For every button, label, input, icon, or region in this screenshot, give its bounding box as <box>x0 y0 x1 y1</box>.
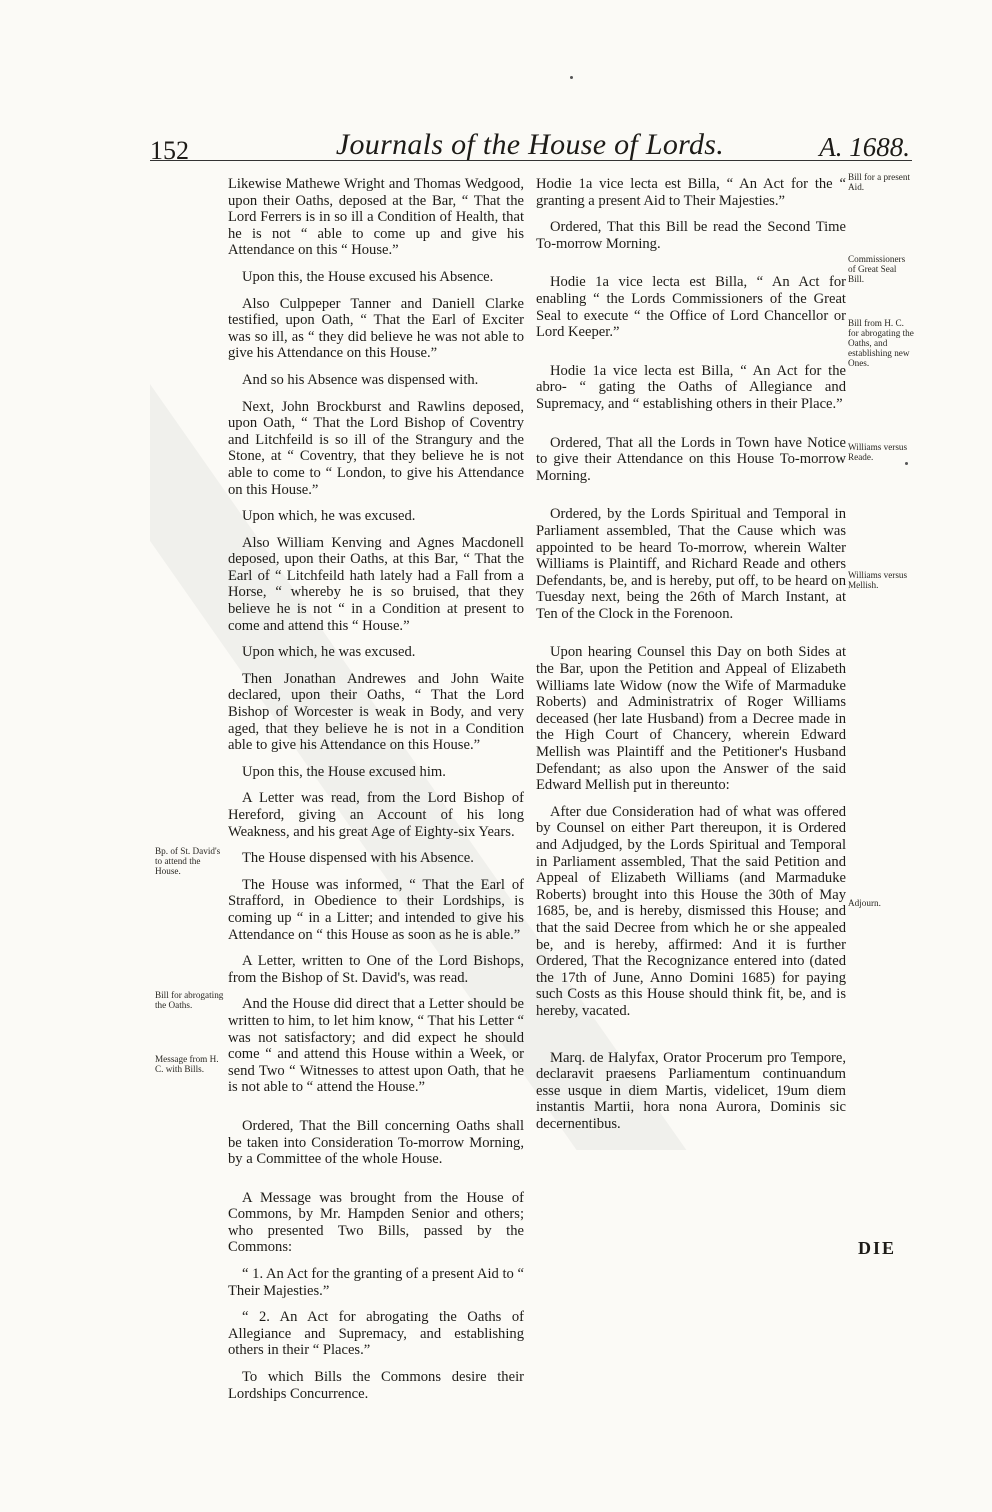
entry-lords-notice: Ordered, That all the Lords in Town have Notice to give their Attendance on this House To-morrow Morning. <box>536 434 846 484</box>
entry-ferrers: Likewise Mathewe Wright and Thomas Wedgood, upon their Oaths, deposed at the Bar, “ That the Lord Ferrers is in so ill a Condition of Health, that he is not “ able to come up and give his Attendance on this “ House.” <box>228 176 524 259</box>
margin-note-st-davids: Bp. of St. David's to attend the House. <box>155 846 221 876</box>
margin-note-great-seal: Commissioners of Great Seal Bill. <box>848 254 906 284</box>
margin-note-oaths-bill: Bill for abrogating the Oaths. <box>155 990 224 1010</box>
entry-st-davids-letter: A Letter, written to One of the Lord Bishops, from the Bishop of St. David's, was read. <box>228 953 524 986</box>
entry-hereford-letter: A Letter was read, from the Lord Bishop of Hereford, giving an Account of his long Weakness, and his great Age of Eighty-six Years. <box>228 790 524 840</box>
entry-oaths-bill-read: Hodie 1a vice lecta est Billa, “ An Act for the abro- “ gating the Oaths of Allegiance and Supremacy, and “ establishing others in their Place.” <box>536 362 846 412</box>
entry-excused-ferrers: Upon this, the House excused his Absence. <box>242 268 494 285</box>
running-title: Journals of the House of Lords. <box>335 128 725 161</box>
margin-note-oaths-bill-hc: Bill from H. C. for abrogating the Oaths, and establishing new Ones. <box>848 318 914 368</box>
entry-williams-mellish-hearing: Upon hearing Counsel this Day on both Sides at the Bar, upon the Petition and Appeal of Elizabeth Williams late Widow (now the Wife of Marmaduke Roberts) and Administratrix of Roger Williams deceased (her late Husband) from a Decree made in the High Court of Chancery, wherein Edward Mellish was Plaintiff and the Petitioner's Husband Defendant; as also upon the Answer of the said Edward Mellish put in thereunto: <box>536 644 846 794</box>
entry-aid-bill-order: Ordered, That this Bill be read the Second Time To-morrow Morning. <box>536 219 846 252</box>
entry-great-seal-bill: Hodie 1a vice lecta est Billa, “ An Act for enabling “ the Lords Commissioners of the Great Seal to execute “ the Office of Lord Chancellor or Lord Keeper.” <box>536 274 846 341</box>
entry-oaths-bill-order: Ordered, That the Bill concerning Oaths shall be taken into Consideration To-morrow Morning, by a Committee of the whole House. <box>228 1117 524 1168</box>
entry-concurrence: To which Bills the Commons desire their Lordships Concurrence. <box>228 1369 524 1402</box>
print-speck <box>570 76 573 79</box>
entry-williams-reade: Ordered, by the Lords Spiritual and Temporal in Parliament assembled, That the Cause which was appointed to be heard To-morrow, wherein Walter Williams is Plaintiff, and Richard Reade and others Defendants, be, and is hereby, put off, to be heard on Tuesday next, being the 26th of March Instant, at Ten of the Clock in the Forenoon. <box>536 506 846 622</box>
entry-strafford: The House was informed, “ That the Earl of Strafford, in Obedience to their Lordships, is coming up “ in a Litter; and intended to give his Attendance on “ this House as soon as he is able.” <box>228 876 524 943</box>
margin-note-williams-mellish: Williams versus Mellish. <box>848 570 908 590</box>
header-rule <box>150 160 912 161</box>
entry-st-davids-direction: And the House did direct that a Letter should be written to him, to let him know, “ That his Letter “ was not satisfactory; and did expect he should come “ and attend this House within a Week, or send Two “ Witnesses to attest upon Oath, that he is not able to “ attend the House.” <box>228 996 524 1096</box>
left-column <box>228 176 524 1412</box>
entry-dispensed-exciter: And so his Absence was dispensed with. <box>242 371 479 388</box>
entry-excused-worcester: Upon this, the House excused him. <box>242 763 446 780</box>
entry-williams-mellish-judgment: After due Consideration had of what was offered by Counsel on either Part thereupon, it is Ordered and Adjudged, by the Lords Spiritual and Temporal in Parliament assembled, That the said Petition and Appeal of Elizabeth Williams (and Marmaduke Roberts) brought into this House the 30th of May 1685, be, and is hereby, dismissed this House; and that the said Decree from which he or she appealed be, and is hereby, affirmed: And it is further Ordered, That the Recognizance entered into (dated the 17th of June, Anno Domini 1685) for paying such Costs as this House should think fit, be, and is hereby, vacated. <box>536 803 846 1019</box>
catchword: DIE <box>858 1238 897 1258</box>
entry-exciter: Also Culppeper Tanner and Daniell Clarke testified, upon Oath, “ That the Earl of Exciter was so ill, as “ they did believe he was not able to give his Attendance on this House.” <box>228 295 524 362</box>
entry-bill-1: “ 1. An Act for the granting of a present Aid to “ Their Majesties.” <box>228 1266 524 1299</box>
print-speck <box>905 462 908 465</box>
entry-dispensed-hereford: The House dispensed with his Absence. <box>242 850 474 867</box>
entry-aid-bill-read: Hodie 1a vice lecta est Billa, “ An Act for the “ granting a present Aid to Their Majesties.” <box>536 176 846 209</box>
entry-litchfeild: Also William Kenving and Agnes Macdonell deposed, upon their Oaths, at this Bar, “ That the Earl of “ Litchfeild hath lately had a Fall from a Horse, “ whereby he is so bruised, that they believe he is not “ in a Condition at present to come and attend this “ House.” <box>228 534 524 634</box>
entry-bill-2: “ 2. An Act for abrogating the Oaths of Allegiance and Supremacy, and establishing others in their “ Places.” <box>228 1309 524 1359</box>
margin-note-aid-bill: Bill for a present Aid. <box>848 172 910 192</box>
right-column <box>536 176 846 1143</box>
entry-coventry: Next, John Brockburst and Rawlins deposed, upon Oath, “ That the Lord Bishop of Coventry and Litchfeild is so ill of the Strangury and the Stone, at “ Coventry, that they believe he is not able to come to “ London, to give his Attendance on this House.” <box>228 398 524 498</box>
entry-excused-litchfeild: Upon which, he was excused. <box>242 644 416 661</box>
entry-commons-message: A Message was brought from the House of Commons, by Mr. Hampden Senior and others; who presented Two Bills, passed by the Commons: <box>228 1189 524 1256</box>
margin-note-commons-message: Message from H. C. with Bills. <box>155 1054 219 1074</box>
page-year: A. 1688. <box>819 132 910 162</box>
margin-note-adjourn: Adjourn. <box>848 898 881 908</box>
margin-note-williams-reade: Williams versus Reade. <box>848 442 908 462</box>
entry-adjournment: Marq. de Halyfax, Orator Procerum pro Tempore, declaravit praesens Parliamentum continuandum esse usque in diem Martis, videlicet, 19um diem instantis Martii, hora nona Aurora, Dominis sic decernentibus. <box>536 1049 846 1132</box>
entry-worcester: Then Jonathan Andrewes and John Waite declared, upon their Oaths, “ That the Lord Bishop of Worcester is weak in Body, and very aged, that they believe he is not in a Condition able to give his Attendance on this House.” <box>228 670 524 754</box>
page-number: 152 <box>150 136 189 165</box>
entry-excused-coventry: Upon which, he was excused. <box>242 508 416 525</box>
